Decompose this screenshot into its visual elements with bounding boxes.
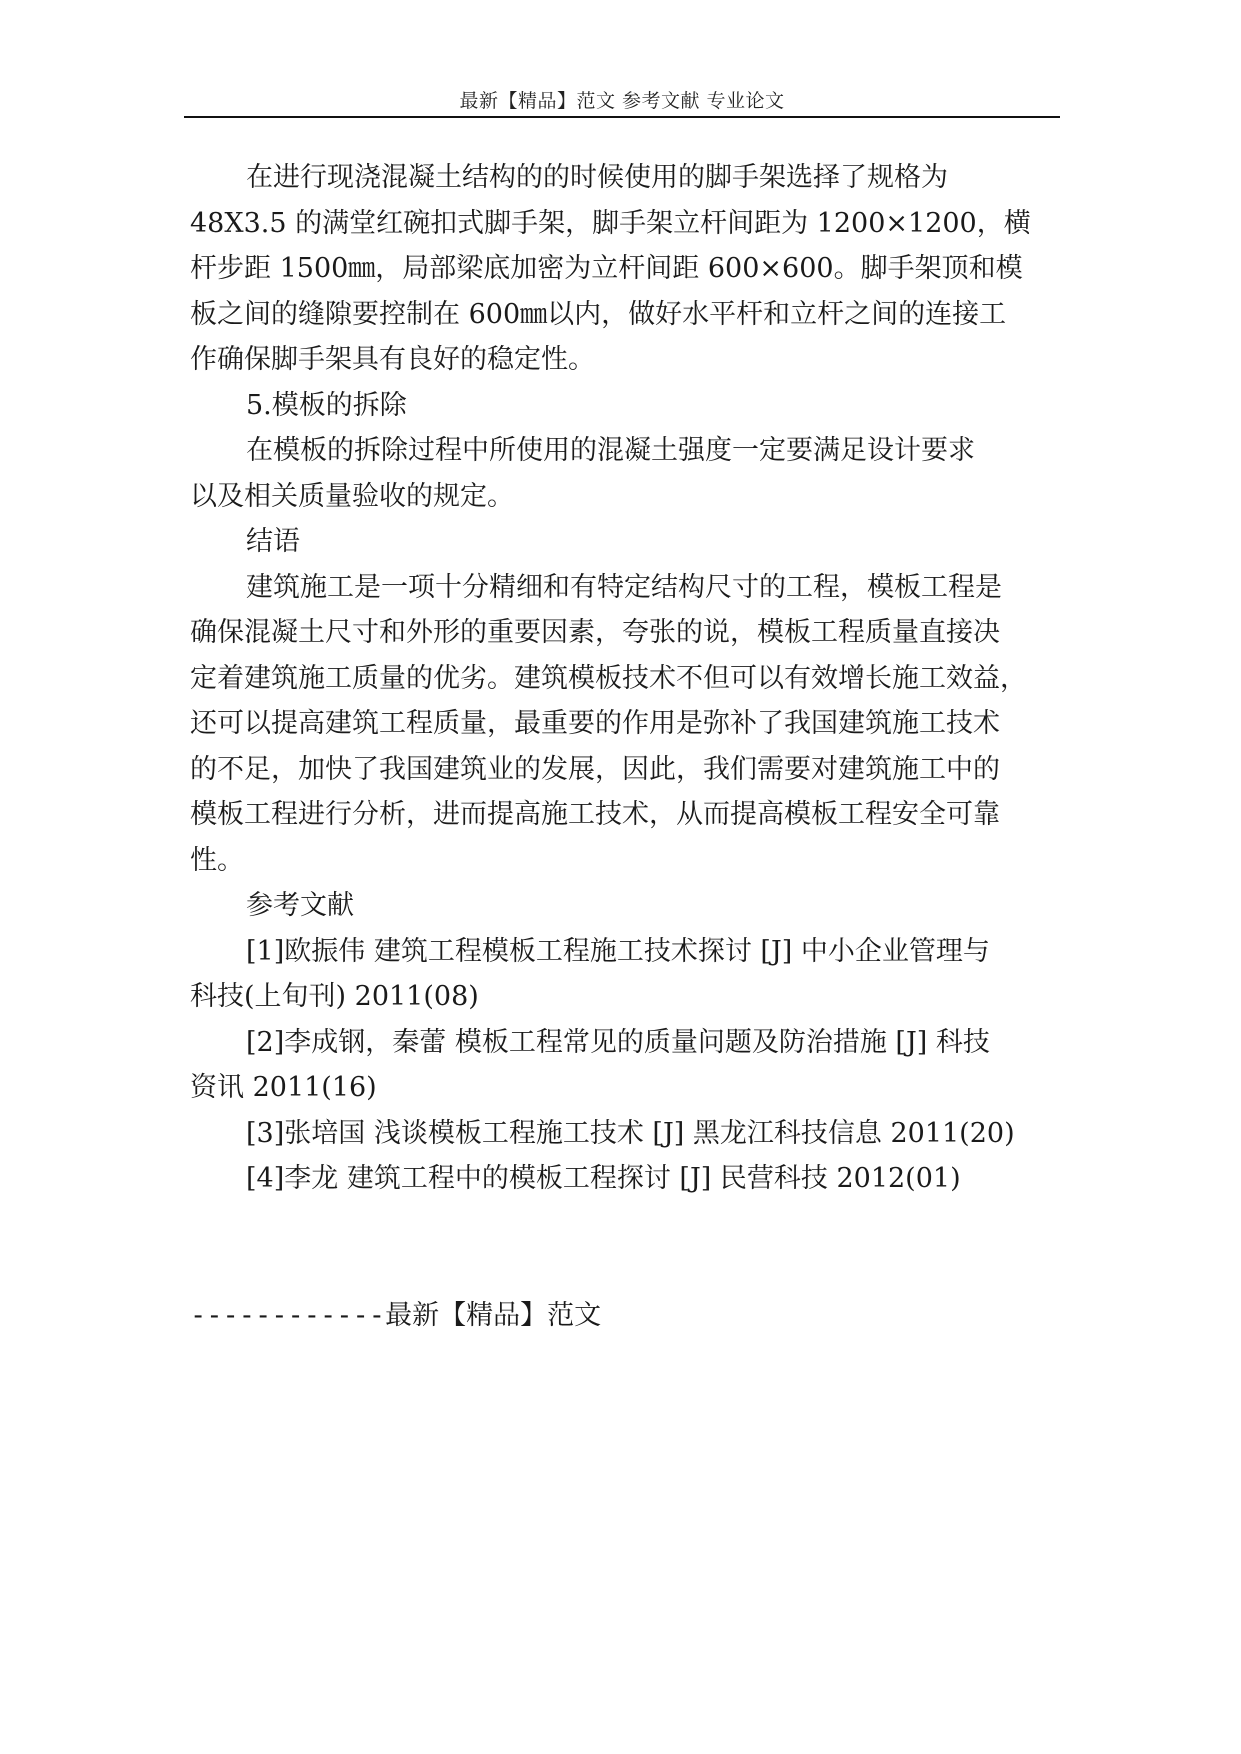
paragraph-line: 在模板的拆除过程中所使用的混凝土强度一定要满足设计要求: [246, 435, 975, 466]
paragraph-line: 48X3.5 的满堂红碗扣式脚手架，脚手架立杆间距为 1200×1200，横: [190, 207, 1031, 239]
paragraph-line: 定着建筑施工质量的优劣。建筑模板技术不但可以有效增长施工效益，: [190, 662, 1027, 694]
reference-line: [4]李龙 建筑工程中的模板工程探讨 [J] 民营科技 2012(01): [246, 1163, 961, 1194]
paragraph-line: 建筑施工是一项十分精细和有特定结构尺寸的工程，模板工程是: [246, 571, 1002, 603]
paragraph-line: 在进行现浇混凝土结构的的时候使用的脚手架选择了规格为: [246, 162, 948, 193]
reference-line: [3]张培国 浅谈模板工程施工技术 [J] 黑龙江科技信息 2011(20): [246, 1117, 1015, 1149]
page-header: 最新【精品】范文 参考文献 专业论文: [459, 90, 785, 112]
paragraph-line: 以及相关质量验收的规定。: [190, 480, 514, 512]
header-divider: [184, 116, 1060, 118]
paragraph-line: 板之间的缝隙要控制在 600㎜以内，做好水平杆和立杆之间的连接工: [190, 298, 1007, 330]
paragraph-line: 作确保脚手架具有良好的稳定性。: [190, 344, 595, 375]
paragraph-line: 确保混凝土尺寸和外形的重要因素，夸张的说，模板工程质量直接决: [190, 617, 1000, 648]
document-body: [190, 155, 1090, 1202]
page-footer: ------------最新【精品】范文: [190, 1300, 602, 1331]
reference-line: [1]欧振伟 建筑工程模板工程施工技术探讨 [J] 中小企业管理与: [246, 935, 990, 967]
paragraph-line: 性。: [190, 844, 244, 876]
paragraph-line: 还可以提高建筑工程质量，最重要的作用是弥补了我国建筑施工技术: [190, 708, 1000, 739]
section-heading: 5.模板的拆除: [246, 389, 407, 421]
paragraph-line: 的不足，加快了我国建筑业的发展，因此，我们需要对建筑施工中的: [190, 753, 1000, 785]
reference-line: [2]李成钢，秦蕾 模板工程常见的质量问题及防治措施 [J] 科技: [246, 1026, 990, 1058]
paragraph-line: 杆步距 1500㎜，局部梁底加密为立杆间距 600×600。脚手架顶和模: [190, 253, 1023, 284]
paragraph-line: 模板工程进行分析，进而提高施工技术，从而提高模板工程安全可靠: [190, 799, 1000, 830]
reference-line: 资讯 2011(16): [190, 1072, 377, 1103]
conclusion-heading: 结语: [246, 526, 300, 557]
reference-line: 科技(上旬刊) 2011(08): [190, 981, 479, 1012]
references-heading: 参考文献: [246, 890, 354, 921]
